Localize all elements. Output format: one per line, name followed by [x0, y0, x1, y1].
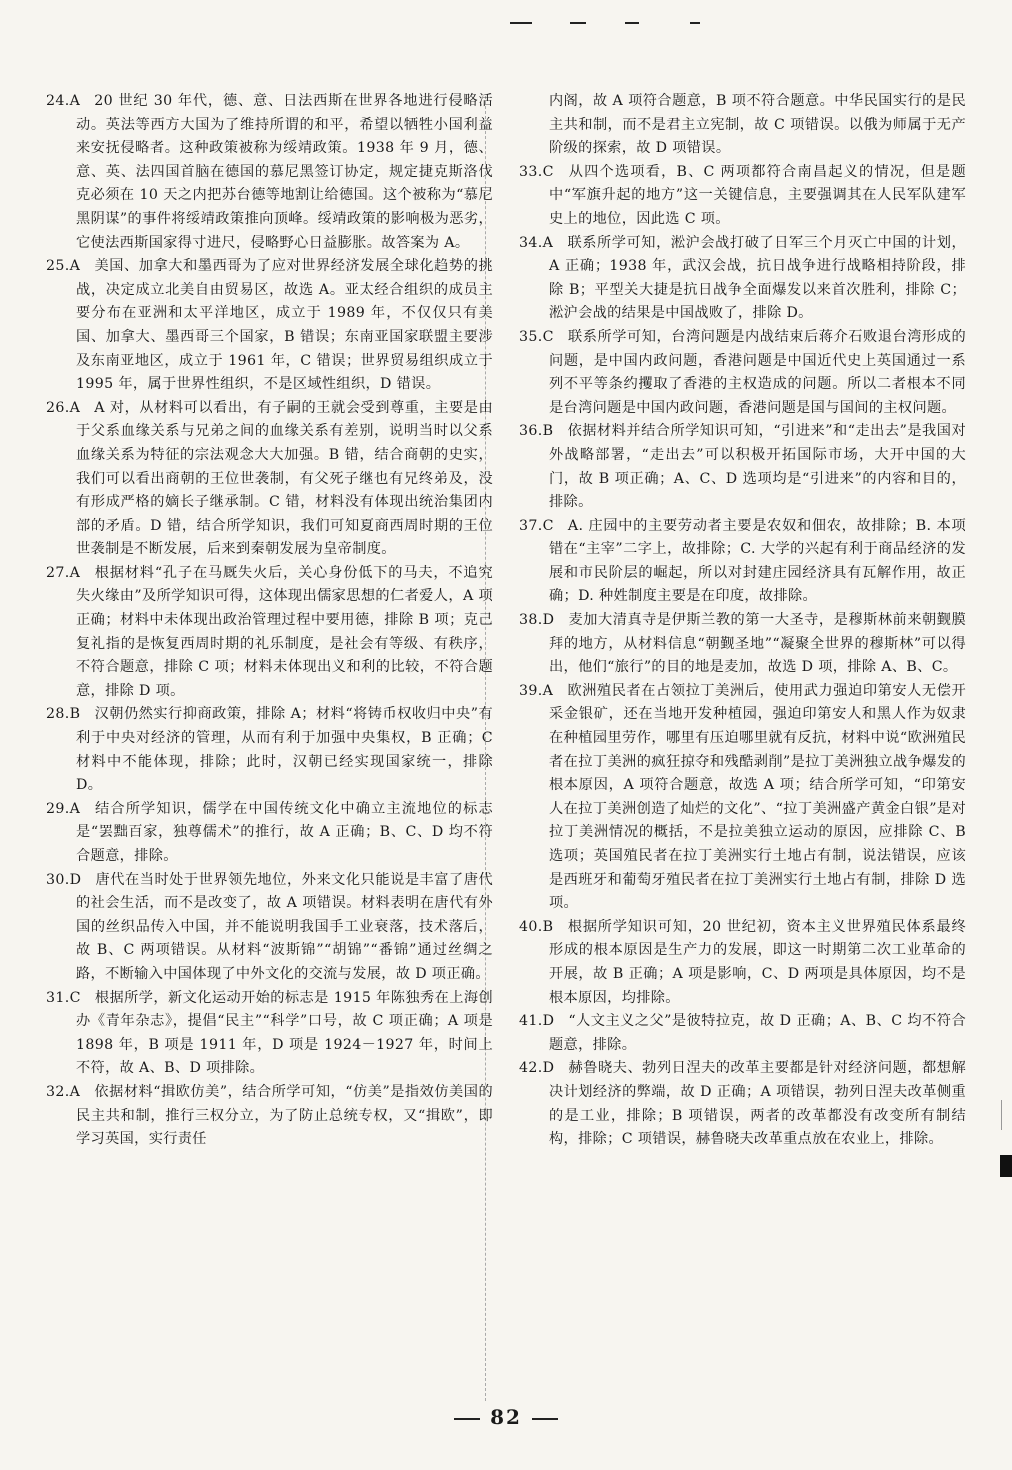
answer-entry [519, 515, 966, 609]
explanation-text: 美国、加拿大和墨西哥为了应对世界经济发展全球化趋势的挑战，决定成立北美自由贸易区，故选 A。亚太经合组织的成员主要分布在亚洲和太平洋地区，成立于 1989 年，不仅仅只有美国、加拿大、墨西哥三个国家，B 错误；东南亚国家联盟主要涉及东南亚地区，成立于 1961 年，C 错误；世界贸易组织成立于 1995 年，属于世界性组织，不是区域性组织，D 错误。 [76, 258, 493, 393]
answer-entry [46, 255, 493, 397]
answer-entry [46, 1081, 493, 1152]
explanation-text: 依据材料并结合所学知识可知，“引进来”和“走出去”是我国对外战略部署，“走出去”可以积极开拓国际市场，大开中国的大门，故 B 项正确；A、C、D 选项均是“引进来”的内容和目的，排除。 [549, 423, 966, 511]
explanation-text: 根据所学，新文化运动开始的标志是 1915 年陈独秀在上海创办《青年杂志》，提倡“民主”“科学”口号，故 C 项正确；A 项是 1898 年，B 项是 1911 年，D 项是 1924－1927 年，时间上不符，故 A、B、D 项排除。 [76, 989, 493, 1077]
answer-entry [46, 987, 493, 1081]
answer-letter: A [69, 399, 81, 416]
answer-letter: A [69, 258, 81, 275]
explanation-text: 唐代在当时处于世界领先地位，外来文化只能说是丰富了唐代的社会生活，而不是改变了，故 A 项错误。材料表明在唐代有外国的丝织品传入中国，并不能说明我国手工业衰落，技术落后，故 B、C 两项错误。从材料“波斯锦”“胡锦”“番锦”通过丝绸之路，不断输入中国体现了中外文化的交流与发展，故 D 项正确。 [76, 871, 493, 982]
question-number: 27. [46, 564, 70, 581]
page-number-footer [0, 1405, 1012, 1429]
answer-entry [46, 562, 493, 704]
answer-letter: B [542, 918, 554, 935]
question-number: 24. [46, 93, 70, 109]
left-column [46, 90, 493, 1410]
explanation-text: 依据材料“揖欧仿美”，结合所学可知，“仿美”是指效仿美国的民主共和制，推行三权分立，为了防止总统专权，又“揖欧”，即学习英国，实行责任 [76, 1083, 493, 1148]
answer-letter: A [69, 1083, 81, 1100]
question-number: 28. [46, 706, 70, 723]
question-number: 33. [519, 163, 543, 180]
question-number: 41. [519, 1013, 543, 1030]
answer-entry [519, 680, 966, 916]
answer-entry [46, 397, 493, 562]
question-number: 29. [46, 800, 70, 817]
answer-letter: D [542, 1013, 555, 1030]
explanation-text: 赫鲁晓夫、勃列日涅夫的改革主要都是针对经济问题，都想解决计划经济的弊端，故 D 正确；A 项错误，勃列日涅夫改革侧重的是工业，排除；B 项错误，两者的改革都没有改变所有制结构，排除；C 项错误，赫鲁晓夫改革重点放在农业上，排除。 [549, 1060, 966, 1148]
question-number: 26. [46, 399, 70, 416]
answer-letter: C [542, 163, 554, 180]
answer-entry [46, 703, 493, 797]
explanation-text: 麦加大清真寺是伊斯兰教的第一大圣寺，是穆斯林前来朝觐膜拜的地方，从材料信息“朝觐圣地”“凝聚全世界的穆斯林”可以得出，他们“旅行”的目的地是麦加，故选 D 项，排除 A、B、C。 [549, 612, 966, 676]
answer-page [46, 90, 966, 1410]
explanation-text: A 对，从材料可以看出，有子嗣的王就会受到尊重，主要是由于父系血缘关系与兄弟之间的血缘关系有差别，说明当时以父系血缘关系为特征的宗法观念大大加强。B 错，结合商朝的史实，我们可以看出商朝的王位世袭制，有父死子继也有兄终弟及，没有形成严格的嫡长子继承制。C 错，材料没有体现出统治集团内部的矛盾。D 错，结合所学知识，我们可知夏商西周时期的王位世袭制是不断发展，后来到秦朝发展为皇帝制度。 [76, 399, 493, 558]
answer-letter: A [69, 93, 81, 109]
explanation-text: 欧洲殖民者在占领拉丁美洲后，使用武力强迫印第安人无偿开采金银矿，还在当地开发种植园，强迫印第安人和黑人作为奴隶在种植园里劳作，哪里有压迫哪里就有反抗，材料中说“欧洲殖民者在拉丁美洲的疯狂掠夺和残酷剥削”是拉丁美洲独立战争爆发的根本原因，A 项符合题意，故选 A 项；结合所学可知，“印第安人在拉丁美洲创造了灿烂的文化”、“拉丁美洲盛产黄金白银”是对拉丁美洲情况的概括，不是拉美独立运动的原因，应排除 C、B 选项；英国殖民者在拉丁美洲实行土地占有制，说法错误，应该是西班牙和葡萄牙殖民者在拉丁美洲实行土地占有制，排除 D 选项。 [549, 682, 966, 912]
explanation-text: “人文主义之父”是彼特拉克，故 D 正确；A、B、C 均不符合题意，排除。 [549, 1013, 966, 1053]
answer-letter: D [69, 871, 82, 888]
question-number: 32. [46, 1083, 70, 1100]
question-number: 36. [519, 423, 543, 440]
answer-letter: A [69, 800, 81, 817]
question-number: 37. [519, 517, 543, 534]
answer-letter: A [542, 682, 554, 699]
question-number: 39. [519, 682, 543, 699]
explanation-text: 联系所学可知，台湾问题是内战结束后蒋介石败退台湾形成的问题，是中国内政问题，香港问题是中国近代史上英国通过一系列不平等条约攫取了香港的主权造成的问题。所以二者根本不同是台湾问题是中国内政问题，香港问题是国与国间的主权问题。 [549, 328, 966, 416]
answer-letter: C [542, 517, 554, 534]
right-column [519, 90, 966, 1410]
question-number: 40. [519, 918, 543, 935]
explanation-text: 从四个选项看，B、C 两项都符合南昌起义的情况，但是题中“军旗升起的地方”这一关键信息，主要强调其在人民军队建军史上的地位，因此选 C 项。 [549, 163, 966, 227]
footer-dash-left [454, 1418, 480, 1420]
explanation-text: A. 庄园中的主要劳动者主要是农奴和佃农，故排除；B. 本项错在“主宰”二字上，故排除；C. 大学的兴起有利于商品经济的发展和市民阶层的崛起，所以对封建庄园经济具有瓦解作用，故正确；D. 种姓制度主要是在印度，故排除。 [549, 517, 966, 605]
answer-entry [46, 90, 493, 255]
explanation-text: 结合所学知识，儒学在中国传统文化中确立主流地位的标志是“罢黜百家，独尊儒术”的推行，故 A 正确；B、C、D 均不符合题意，排除。 [76, 800, 493, 864]
edge-tab-mark [1000, 1155, 1012, 1177]
answer-entry [519, 1057, 966, 1151]
explanation-text: 联系所学可知，淞沪会战打破了日军三个月灭亡中国的计划，A 正确；1938 年，武汉会战，抗日战争进行战略相持阶段，排除 B；平型关大捷是抗日战争全面爆发以来首次胜利，排除 C；淞沪会战的结果是中国战败了，排除 D。 [549, 234, 966, 322]
edge-line [1001, 1100, 1002, 1130]
answer-letter: B [69, 706, 81, 723]
question-number: 30. [46, 871, 70, 888]
question-number: 25. [46, 258, 70, 275]
explanation-text: 根据材料“孔子在马厩失火后，关心身份低下的马夫，不追究失火缘由”及所学知识可得，这体现出儒家思想的仁者爱人，A 项正确；材料中未体现出政治管理过程中要用德，排除 B 项；克己复礼指的是恢复西周时期的礼乐制度，是社会有等级、有秩序，不符合题意，排除 C 项；材料未体现出义和利的比较，不符合题意，排除 D 项。 [76, 564, 493, 699]
answer-entry [519, 609, 966, 680]
answer-letter: C [542, 328, 554, 345]
question-number: 34. [519, 234, 543, 251]
page-number: 82 [490, 1405, 522, 1429]
question-number: 35. [519, 328, 543, 345]
question-number: 38. [519, 612, 543, 629]
explanation-text: 20 世纪 30 年代，德、意、日法西斯在世界各地进行侵略活动。英法等西方大国为了维持所谓的和平，希望以牺牲小国利益来安抚侵略者。这种政策被称为绥靖政策。1938 年 9 月，德、意、英、法四国首脑在德国的慕尼黑签订协定，规定捷克斯洛伐克必须在 10 天之内把苏台德等地割让给德国。这个被称为“慕尼黑阴谋”的事件将绥靖政策推向顶峰。绥靖政策的影响极为恶劣，它使法西斯国家得寸进尺，侵略野心日益膨胀。故答案为 A。 [76, 93, 493, 251]
answer-entry [519, 161, 966, 232]
answer-entry [519, 420, 966, 514]
answer-entry [46, 798, 493, 869]
answer-entry [46, 869, 493, 987]
explanation-text: 根据所学知识可知，20 世纪初，资本主义世界殖民体系最终形成的根本原因是生产力的发展，即这一时期第二次工业革命的开展，故 B 正确；A 项是影响，C、D 两项是具体原因，均不是根本原因，均排除。 [549, 918, 966, 1006]
answer-letter: A [542, 234, 554, 251]
answer-entry [519, 232, 966, 326]
top-marks [500, 14, 710, 30]
explanation-text: 内阁，故 A 项符合题意，B 项不符合题意。中华民国实行的是民主共和制，而不是君主立宪制，故 C 项错误。以俄为师属于无产阶级的探索，故 D 项错误。 [549, 93, 966, 157]
answer-letter: D [542, 1060, 555, 1077]
question-number: 42. [519, 1060, 543, 1077]
footer-dash-right [532, 1418, 558, 1420]
answer-entry [519, 90, 966, 161]
answer-letter: B [542, 423, 554, 440]
answer-entry [519, 916, 966, 1010]
answer-letter: A [69, 564, 81, 581]
answer-letter: D [542, 612, 555, 629]
answer-entry [519, 1010, 966, 1057]
question-number: 31. [46, 989, 70, 1006]
explanation-text: 汉朝仍然实行抑商政策，排除 A；材料“将铸币权收归中央”有利于中央对经济的管理，从而有利于加强中央集权，B 正确；C 材料中不能体现，排除；此时，汉朝已经实现国家统一，排除 D。 [76, 706, 493, 794]
answer-entry [519, 326, 966, 420]
answer-letter: C [69, 989, 81, 1006]
